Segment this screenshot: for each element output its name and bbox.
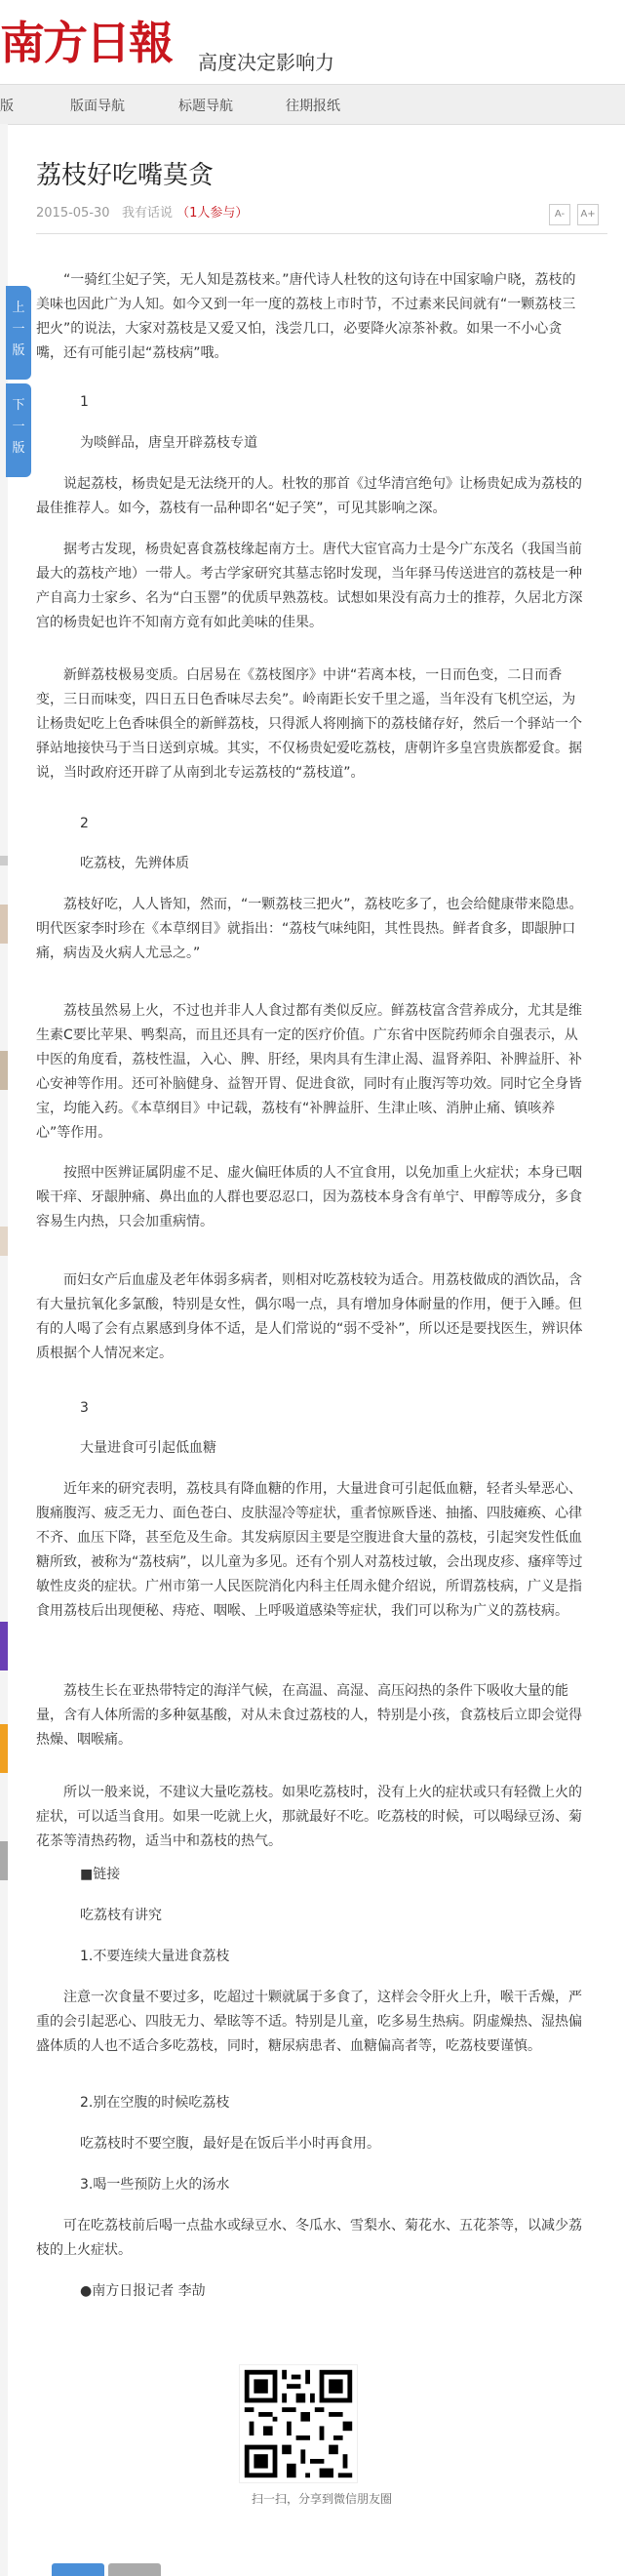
article-paragraph: 吃荔枝时不要空腹，最好是在饭后半小时再食用。 (80, 2136, 380, 2152)
article-paragraph: 据考古发现，杨贵妃喜食荔枝缘起南方士。唐代大宦官高力士是今广东茂名（我国当前最大的荔枝产地）一带人。考古学家研究其墓志铭时发现，当年驿马传送进宫的荔枝是一种产自高力士家乡、名为“白玉罂”的优质早熟荔枝。试想如果没有高力士的推荐，久居北方深宫的杨贵妃也许不知南方竟有如此美味的佳果。 (36, 542, 583, 630)
qr-code[interactable] (239, 2364, 358, 2483)
tip-heading: 2.别在空腹的时候吃荔枝 (80, 2095, 230, 2111)
article-paragraph: 所以一般来说，不建议大量吃荔枝。如果吃荔枝时，没有上火的症状或只有轻微上火的症状，可以适当食用。如果一吃就上火，那就最好不吃。吃荔枝的时候，可以喝绿豆汤、菊花茶等清热药物，适当中和荔枝的热气。 (36, 1785, 582, 1849)
share-button[interactable] (52, 2563, 104, 2576)
prev-page-button[interactable] (6, 286, 31, 380)
font-size-controls (547, 202, 599, 225)
nav-item-past-issues[interactable]: 往期报纸 (286, 99, 340, 114)
edge-fragment (0, 1051, 8, 1090)
section-heading: 吃荔枝，先辨体质 (80, 856, 189, 871)
edge-fragment (0, 905, 8, 944)
title-divider (36, 233, 607, 234)
nav-item-edition[interactable]: 版 (0, 99, 14, 114)
article-paragraph: 近年来的研究表明，荔枝具有降血糖的作用，大量进食可引起低血糖，轻者头晕恶心、腹痛腹泻、疲乏无力、面色苍白、皮肤湿冷等症状，重者惊厥昏迷、抽搐、四肢瘫痪、心律不齐、血压下降，甚至危及生命。其发病原因主要是空腹进食大量的荔枝，引起突发性低血糖所致，被称为“荔枝病”，以儿童为多见。还有个别人对荔枝过敏，会出现皮疹、瘙痒等过敏性皮炎的症状。广州市第一人民医院消化内科主任周永健介绍说，所谓荔枝病，广义是指食用荔枝后出现便秘、痔疮、咽喉、上呼吸道感染等症状，我们可以称为广义的荔枝病。 (36, 1481, 583, 1619)
section-heading: 为啖鲜品，唐皇开辟荔枝专道 (80, 435, 257, 451)
section-heading: 大量进食可引起低血糖 (80, 1440, 216, 1456)
prev-page-char: 上 (12, 301, 25, 315)
next-page-char: 一 (12, 420, 25, 434)
edge-fragment (0, 856, 8, 865)
section-number: 2 (80, 816, 89, 831)
comment-link[interactable]: 我有话说 (121, 206, 173, 221)
link-marker: ■链接 (80, 1867, 121, 1882)
next-page-char: 版 (12, 441, 25, 456)
tip-heading: 1.不要连续大量进食荔枝 (80, 1949, 230, 1964)
edge-fragment (0, 1227, 8, 1256)
section-heading: 吃荔枝有讲究 (80, 1908, 162, 1923)
edge-fragment (0, 1622, 8, 1670)
article-meta (36, 202, 248, 221)
article-paragraph: 说起荔枝，杨贵妃是无法绕开的人。杜牧的那首《过华清宫绝句》让杨贵妃成为荔枝的最佳推荐人。如今，荔枝有一品种即名“妃子笑”，可见其影响之深。 (36, 476, 582, 516)
section-number: 1 (80, 394, 89, 410)
article-date: 2015-05-30 (36, 206, 110, 221)
article-paragraph: 荔枝虽然易上火，不过也并非人人食过都有类似反应。鲜荔枝富含营养成分，尤其是维生素C要比苹果、鸭梨高，而且还具有一定的医疗价值。广东省中医院药师余自强表示，从中医的角度看，荔枝性温，入心、脾、肝经，果肉具有生津止渴、温肾养阳、补脾益肝、补心安神等作用。还可补脑健身、益智开胃、促进食欲，同时有止腹泻等功效。同时它全身皆宝，均能入药。《本草纲目》中记载，荔枝有“补脾益肝、生津止咳、消肿止痛、镇咳养心”等作用。 (36, 1003, 582, 1141)
section-number: 3 (80, 1400, 89, 1416)
article-paragraph: “一骑红尘妃子笑，无人知是荔枝来。”唐代诗人杜牧的这句诗在中国家喻户晓，荔枝的美味也因此广为人知。如今又到一年一度的荔枝上市时节，不过素来民间就有“一颗荔枝三把火”的说法，大家对荔枝是又爱又怕，浅尝几口，必要降火凉茶补救。如果一不小心贪嘴，还有可能引起“荔枝病”哦。 (36, 272, 576, 361)
next-page-char: 下 (12, 398, 25, 413)
edge-fragment (0, 1724, 8, 1773)
prev-page-char: 一 (12, 322, 25, 337)
reporter-byline: ●南方日报记者 李劼 (80, 2283, 206, 2299)
article-paragraph: 注意一次食量不要过多，吃超过十颗就属于多食了，这样会令肝火上升，喉干舌燥，严重的会引起恶心、四肢无力、晕眩等不适。特别是儿童，吃多易生热病。阴虚燥热、湿热偏盛体质的人也不适合多吃荔枝，同时，糖尿病患者、血糖偏高者等，吃荔枝要谨慎。 (36, 1990, 582, 2054)
article-paragraph: 荔枝生长在亚热带特定的海洋气候，在高温、高湿、高压闷热的条件下吸收大量的能量，含有人体所需的多种氨基酸，对从未食过荔枝的人，特别是小孩，食荔枝后立即会觉得热燥、咽喉痛。 (36, 1683, 582, 1748)
article-paragraph: 新鲜荔枝极易变质。白居易在《荔枝图序》中讲“若离本枝，一日而色变，二日而香变，三日而味变，四日五日色香味尽去矣”。岭南距长安千里之遥，当年没有飞机空运，为让杨贵妃吃上色香味俱全的新鲜荔枝，只得派人将刚摘下的荔枝储存好，然后一个驿站一个驿站地接快马于当日送到京城。其实，不仅杨贵妃爱吃荔枝，唐朝许多皇宫贵族都爱食。据说，当时政府还开辟了从南到北专运荔枝的“荔枝道”。 (36, 667, 582, 781)
article-paragraph: 按照中医辨证属阴虚不足、虚火偏旺体质的人不宜食用，以免加重上火症状；本身已咽喉干痒、牙龈肿痛、鼻出血的人群也要忍忍口，因为荔枝本身含有单宁、甲醇等成分，多食容易生内热，只会加重病情。 (36, 1165, 582, 1229)
edge-fragment (0, 1841, 8, 1880)
article-paragraph: 可在吃荔枝前后喝一点盐水或绿豆水、冬瓜水、雪梨水、菊花水、五花茶等，以减少荔枝的上火症状。 (36, 2218, 582, 2258)
prev-page-char: 版 (12, 343, 25, 358)
nav-item-layout-nav[interactable]: 版面导航 (70, 99, 125, 114)
article-paragraph: 荔枝好吃，人人皆知，然而，“一颗荔枝三把火”，荔枝吃多了，也会给健康带来隐患。明代医家李时珍在《本草纲目》就指出：“荔枝气味纯阳，其性畏热。鲜者食多，即龈肿口痛，病齿及火病人尤忌之。” (36, 897, 583, 961)
site-header (0, 0, 625, 84)
site-slogan: 高度决定影响力 (198, 51, 334, 74)
font-larger-button[interactable]: A+ (577, 204, 599, 225)
font-smaller-button[interactable]: A- (549, 204, 570, 225)
share-button[interactable] (108, 2563, 161, 2576)
next-page-button[interactable] (6, 383, 31, 477)
share-bar (16, 2563, 123, 2576)
article-title: 荔枝好吃嘴莫贪 (36, 161, 215, 190)
qr-caption: 扫一扫，分享到微信朋友圈 (251, 2492, 392, 2506)
left-edge-strip (0, 124, 8, 2576)
site-logo[interactable]: 南方日報 (0, 17, 172, 69)
tip-heading: 3.喝一些预防上火的汤水 (80, 2177, 230, 2193)
article-paragraph: 而妇女产后血虚及老年体弱多病者，则相对吃荔枝较为适合。用荔枝做成的酒饮品，含有大量抗氧化多氯酸，特别是女性，偶尔喝一点，具有增加身体耐量的作用，便于入睡。但有的人喝了会有点累感到身体不适，是人们常说的“弱不受补”，所以还是要找医生，辨识体质根据个人情况来定。 (36, 1272, 583, 1361)
participant-count: （1人参与） (176, 206, 249, 221)
nav-item-title-nav[interactable]: 标题导航 (178, 99, 233, 114)
main-nav (0, 84, 625, 125)
